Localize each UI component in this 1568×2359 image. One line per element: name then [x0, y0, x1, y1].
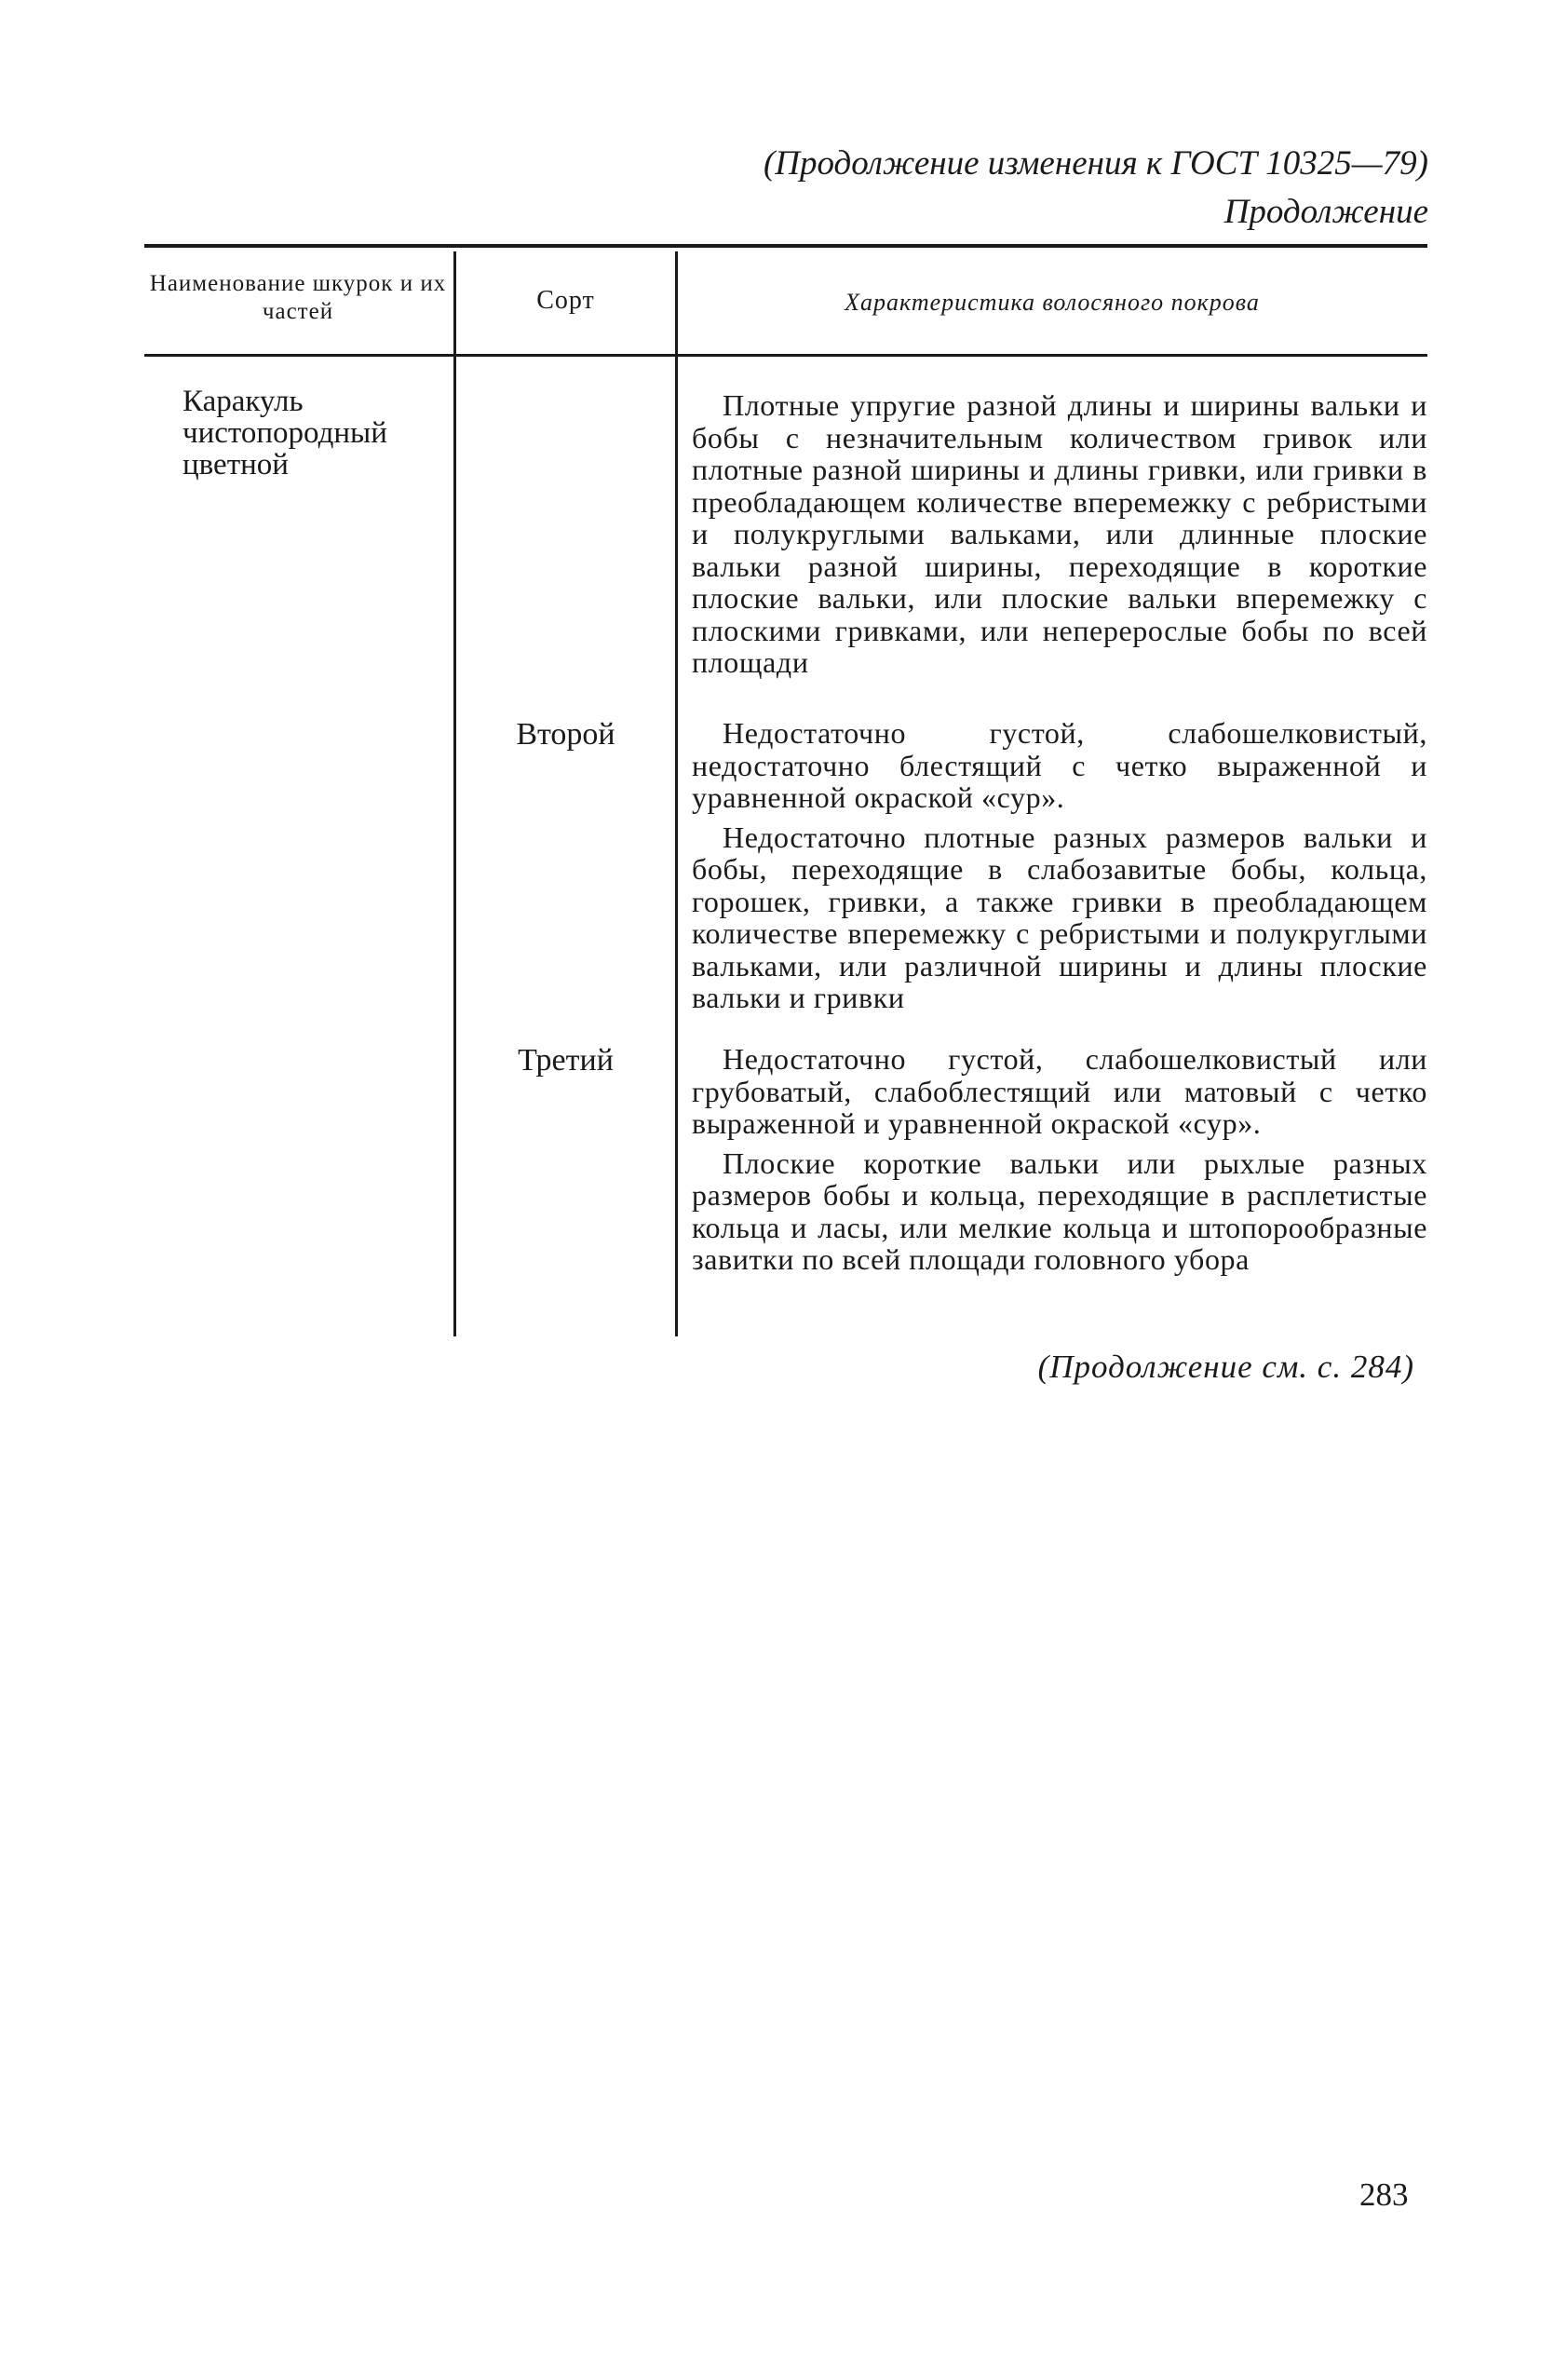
page-number: 283: [1359, 2176, 1409, 2213]
description-cell-third: [692, 1043, 1427, 1276]
header-note: [764, 140, 1428, 237]
table-top-rule: [144, 244, 1427, 248]
description-paragraph: Плотные упругие разной длины и ширины вальки и бобы с незначительным количеством гривок или плотные разной ширины и длины гривки, или гривки в преобладающем количестве вперемежку с ребристыми и полукруглыми вальками, или длинные плоские вальки разной ширины, переходящие в короткие плоские вальки, или плоские вальки вперемежку с плоскими гривками, или неперерослые бобы по всей площади: [692, 388, 1427, 679]
table-column-divider-2: [675, 251, 678, 1336]
description-cell-first: [692, 389, 1427, 679]
column-header-description: Характеристика волосяного покрова: [845, 289, 1260, 316]
description-paragraph: Недостаточно густой, слабошелковистый, недостаточно блестящий с четко выраженной и уравненной окраской «сур».: [692, 716, 1427, 814]
description-cell-second: [692, 717, 1427, 1014]
header-amendment-line: (Продолжение изменения к ГОСТ 10325—79): [763, 144, 1428, 183]
sort-cell-third: Третий: [518, 1043, 614, 1078]
description-paragraph: Плоские короткие вальки или рыхлые разных размеров бобы и кольца, переходящие в расплетистые кольца и ласы, или мелкие кольца и штопорообразные завитки по всей площади головного убора: [692, 1146, 1427, 1276]
column-header-name: Наименование шкурок и их частей: [149, 271, 447, 324]
description-paragraph: Недостаточно густой, слабошелковистый или грубоватый, слабоблестящий или матовый с четко выраженной и уравненной окраской «сур».: [692, 1042, 1427, 1140]
item-name-cell: Каракуль чистопородный цветной: [182, 385, 387, 481]
table-column-divider-1: [453, 251, 456, 1336]
sort-cell-second: Второй: [516, 717, 615, 752]
column-header-sort: Сорт: [536, 286, 595, 315]
continued-note: (Продолжение см. с. 284): [1037, 1349, 1414, 1385]
description-paragraph: Недостаточно плотные разных размеров вальки и бобы, переходящие в слабозавитые бобы, кольца, горошек, гривки, а также гривки в преобладающем количестве вперемежку с ребристыми и полукруглыми вальками, или различной ширины и длины плоские вальки и гривки: [692, 820, 1427, 1014]
header-continuation-line: Продолжение: [1223, 193, 1428, 231]
table-header-rule: [144, 354, 1427, 357]
